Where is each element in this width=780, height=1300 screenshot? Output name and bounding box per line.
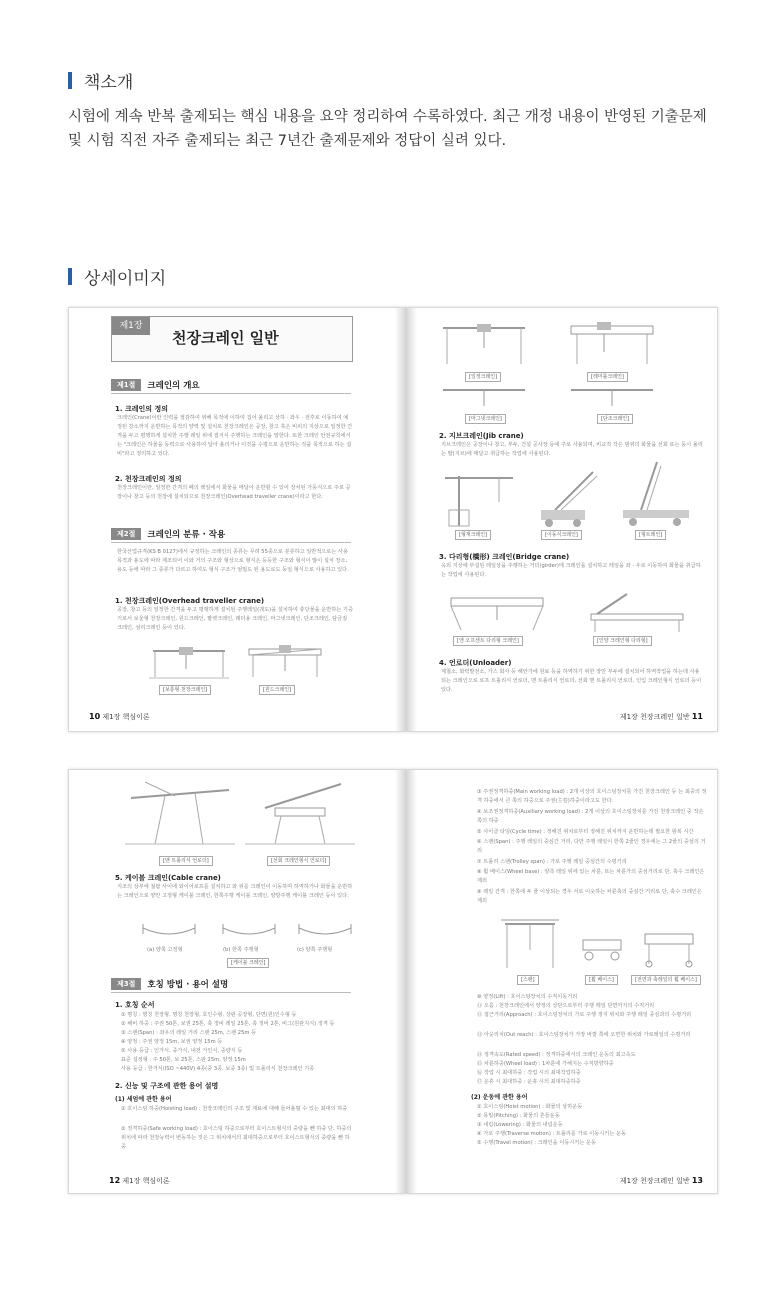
bridge-crane-figure (447, 590, 547, 634)
subheading: (2) 운동에 관한 용어 (471, 1094, 528, 1101)
figure-caption: [형재크레인] (455, 530, 491, 540)
list-item: ③ 주권정격하중(Main working load) : 2개 이상의 호이스팅장치를 가진 천장크레인 등 는 최중의 정격 하중에서 큰 쪽의 하중으로 주권(主卷)하중이라고도 한다. (477, 789, 707, 804)
section-tag: 제1절 (111, 379, 141, 391)
crane-figure (439, 318, 529, 368)
list-item: ④ 양정 : 주권 양정 15m, 보권 양정 15m 등 (121, 1039, 223, 1045)
book-intro-title: 책소개 (84, 73, 134, 93)
figure-caption: [스팬] (517, 975, 539, 985)
unloader-figure (245, 778, 355, 850)
paragraph: 옥외 지상에 부설된 레일상을 주행하는 거더(girder)에 크레인을 설치하고 레일을 좌 · 우로 이동하여 화물을 취급하는 작업에 사용된다. (441, 563, 701, 578)
subheading: 1. 크레인의 정의 (115, 405, 168, 413)
section-title: 크레인의 분류 · 작용 (147, 530, 226, 540)
page-number: 13 (691, 1176, 703, 1185)
section-heading (111, 977, 351, 991)
bridge-crane-figure (587, 590, 687, 634)
section-rule (111, 542, 351, 543)
subheading: 3. 다리형(橋形) 크레인(Bridge crane) (439, 553, 570, 561)
list-item: ⑩ 양정(Lift) : 호이스팅장치의 수직이동거리 (477, 994, 578, 1000)
page-folio (620, 1176, 703, 1186)
figure-caption: [케이블 크레인] (227, 958, 269, 968)
paragraph: 한국산업규격(KS B 0127)에서 규정하는 크레인의 종류는 무려 55종으로 분류하고 일반적으로는 사용 목적과 용도에 따라 제조되어 이와 거의 구조와 형상으로 형식은 등등한 구조와 형식이 많이 설치 장소, 용도 등에 따라 그 종류가 다르고 하여도 형식 구조가 엄밀도 된 용도로도 동일 형식으로 사용하고 있다. (117, 549, 349, 573)
list-item: ④ 보조권정격하중(Auxiliary working load) : 2개 이상의 호이스팅장치를 가진 천장크레인 중 작은 쪽의 하중 (477, 809, 704, 824)
figure-caption: [마그넷크레인] (465, 414, 506, 424)
figure-caption: [맨 트롤리식 언로더] (159, 856, 213, 866)
overhead-crane-figure (149, 643, 229, 681)
book-gutter (395, 770, 417, 1193)
section-title: 크레인의 개요 (147, 381, 200, 391)
page-10 (69, 308, 395, 731)
subheading: 5. 케이블 크레인(Cable crane) (115, 874, 221, 882)
crane-figure (567, 384, 657, 412)
list-item: ⑭ 정격속도(Rated speed) : 정격하중에서의 크레인 운동의 최고속도 (477, 1052, 636, 1058)
page-folio (89, 712, 150, 722)
page-11 (417, 308, 717, 731)
wheel-base-diagram (577, 930, 627, 970)
subheading: 2. 신능 및 구조에 관한 용어 설명 (115, 1082, 219, 1090)
list-item: ③ 내림(Lowering) : 화물의 내림운동 (477, 1122, 563, 1128)
list-item: ③ 스팬(Span) : 좌우의 레일 거리 스팬 25m, 스팬 25m 등 (121, 1030, 257, 1036)
page-folio (109, 1176, 170, 1186)
figure-caption: [원드크레인] (259, 685, 295, 695)
subheading: 4. 언로더(Unloader) (439, 659, 512, 667)
figure-caption: [휠 베이스] (585, 975, 618, 985)
wind-crane-figure (245, 643, 325, 681)
figure-caption: [앤 오프센트 다리형 크레인] (453, 636, 523, 646)
list-item: ⑤ 수행(Travel motion) : 크레인을 이동시키는 운동 (477, 1140, 597, 1146)
figure-caption: [단조크레인] (597, 414, 633, 424)
paragraph: 크레인(Crane)이란 인력을 절감하여 위해 목적에 이하여 집어 올리고 상하 · 좌우 · 전후로 이동하여 예정된 장소까지 운반하는 목적의 양력 및 설치로 천장크레인은 공장, 창고 혹은 비피의 지상으로 일정한 간격을 두고 평행하게 설치한 주행 레일 위에 접지식 주행하는 크레인을 말한다. 또한 크레인 안전규칙에서는 "크레인은 하물을 동력으로 사용하여 달아 올리거나 이것을 수평으로 운반하는 것을 목적으로 하는 설비"라고 정의하고 있다. (117, 415, 353, 457)
truck-crane-figure (617, 458, 697, 528)
figure-caption: [일정크레인] (465, 372, 501, 382)
paragraph: 지브크레인은 공장이나 창고, 부두, 건설 공사장 등에 주로 사용되며, 비교적 작은 범위의 화물을 선회 또는 동시 올리는 팔(지브)에 매달고 취급하는 작업에 사용된다. (441, 442, 703, 457)
subheading: 2. 천장크레인의 정의 (115, 475, 182, 483)
section-tag: 제3절 (111, 978, 141, 990)
jib-crane-figure (439, 466, 519, 528)
unloader-figure (125, 778, 235, 850)
section-title: 호칭 방법 · 용어 설명 (147, 980, 229, 990)
cable-crane-figure-b (219, 922, 279, 944)
list-item: ⑫ 접근거리(Approach) : 호이스팅장치의 가로 주행 정지 위치와 주행 레일 중심과의 수평거리 (477, 1012, 692, 1018)
chapter-tag: 제1장 (112, 317, 150, 335)
folio-text: 제1장 천장크레인 일반 (619, 1177, 690, 1185)
cable-crane-figure-a (139, 922, 199, 944)
list-item: ⑤ 사이클 타임(Cycle time) : 정해진 위치로부터 정해진 위치까지 운반하는데 필요한 왕복 시간 (477, 829, 694, 835)
section-rule (111, 992, 351, 993)
book-spread-1 (68, 307, 718, 732)
book-intro-text: 시험에 계속 반복 출제되는 핵심 내용을 요약 정리하여 수록하였다. 최근 개정 내용이 반영된 기출문제 및 시험 직전 자주 출제되는 최근 7년간 출제문제와 정답이 실려 있다. (68, 109, 707, 149)
list-item: ⑤ 사용 등급 : 인가식, 중가식, 내전 가인식, 중량식 등 (121, 1048, 243, 1054)
list-item: ② 몽밀(Pitching) : 화물의 흔들운동 (477, 1113, 560, 1119)
figure-label: (a) 양쪽 고정형 (147, 947, 183, 953)
figure-caption: [선회 크레인형식 언로더] (267, 856, 330, 866)
figure-caption: [레미틀크레인] (587, 372, 628, 382)
list-item: ① 호이스팅 하중(Hoisting load) : 천장크레인의 구조 및 재료에 대해 들어올릴 수 있는 최대의 하중 (121, 1106, 348, 1112)
subheading: 1. 호칭 순서 (115, 1001, 155, 1009)
list-item: ⑧ 휠 베이스(Wheel base) : 양측 레일 위에 있는 차륜, 또는 차륜가의 중심거리로 단, 축수 크레인은 제외 (477, 869, 705, 884)
section-heading (111, 378, 351, 392)
list-item: ① 호이스팅(Hoist motion) : 화물의 상하운동 (477, 1104, 583, 1110)
list-item: 사용 등급 : 한거식(ISO ~440V) 4종(중 3종, 보중 3종) 및 트롤리식 천장크레인 기종 (121, 1066, 315, 1072)
book-gutter (395, 308, 417, 731)
list-item: ⑬ 아웃리치(Out reach) : 호이스팅장치가 가장 바깥 쪽에 오면한 위치와 가로레일의 수평거리 (477, 1032, 691, 1038)
heading-bar (68, 268, 72, 285)
subheading: (1) 세엄에 관한 용어 (115, 1096, 172, 1103)
heading-bar (68, 72, 72, 89)
crane-figure (567, 318, 657, 368)
detail-images-heading (68, 264, 166, 289)
page-number: 12 (109, 1176, 121, 1185)
list-item: ② 해비 하중 : 주권 50톤, 보권 25톤, 축 정비 레일 25톤, 축 정비 2톤, 비그(원관지식) 정격 등 (121, 1021, 335, 1027)
list-item: 표준 설정형 : 주 50톤, 보 25톤, 스판 25m, 양정 15m (121, 1057, 246, 1063)
span-diagram (495, 910, 565, 972)
crane-figure (439, 384, 529, 412)
subheading: 1. 천장크레인(Overhead traveller crane) (115, 597, 265, 605)
paragraph: 제철소, 화력발전소, 가스 회사 등 해안가에 원료 등을 하역하기 위한 장만 부두에 설치되어 하역작업을 하는데 사용되는 크레인으로 로프 트롤리식 언로더, 맨 트롤리식 언로더, 선회 맨 트롤리식 언로더, 인입 크레인형식 언로더 등이 있다. (441, 669, 702, 693)
chapter-title: 천장크레인 일반 (172, 329, 279, 347)
book-spread-2 (68, 769, 718, 1194)
paragraph: 지조의 상부에 철탑 사이에 와이어로프를 설치하고 와 위를 크레인이 이동하며 하역하거나 화물을 운반하는 크레인으로 양안 고정형 케이블 크레인, 한쪽주행 케이블 크레인, 양방주행 케이블 크레인 등이 있다. (117, 884, 353, 899)
section-rule (111, 393, 351, 394)
list-item: ⑰ 운휴 시 최대하중 : 운휴 시의 최대하중하중 (477, 1079, 581, 1085)
figure-caption: [인양 크레인형 다리형] (593, 636, 652, 646)
chapter-header (111, 316, 353, 362)
folio-text: 제1장 핵심이론 (122, 1177, 170, 1185)
page-13 (417, 770, 717, 1193)
section-tag: 제2절 (111, 528, 141, 540)
page-number: 11 (691, 712, 703, 721)
figure-label: (c) 양쪽 주행형 (297, 947, 333, 953)
folio-text: 제1장 핵심이론 (102, 713, 150, 721)
figure-caption: [전면과 축레일의 휠 베이스] (631, 975, 701, 985)
wheel-base-diagram (639, 920, 699, 970)
list-item: ② 정격하중(Safe working load) : 호이스팅 하중으로부터 호이스트형식의 중량을 뺀 하중 단, 하중의 위치에 따라 천장능력이 변동하는 것은 그 위치에서의 최대하중으로부터 호이스트형식의 중량을 뺀 하중 (121, 1126, 352, 1150)
list-item: ④ 가로 주행(Traverse motion) : 트롤리를 가로 이동시키는 운동 (477, 1131, 626, 1137)
page-folio (620, 712, 703, 722)
list-item: ⑥ 스팬(Span) : 주행 레일의 중심간 거리, 다만 주행 레일이 한쪽 2줄인 경우에는 그 2줄의 중심의 거리 (477, 839, 706, 854)
section-heading (111, 527, 351, 541)
list-item: ⑦ 트롤리 스팬(Trolley span) : 가로 주행 레일 중심간의 수평거리 (477, 859, 627, 865)
figure-caption: [형트레인] (635, 530, 666, 540)
subheading: 2. 지브크레인(Jib crane) (439, 432, 524, 440)
detail-images-title: 상세이미지 (84, 269, 167, 289)
book-intro-heading (68, 68, 133, 93)
list-item: ⑨ 레일 간격 : 한쪽에 두 줄 이상되는 경우 서로 이웃하는 차륜축의 중심간 거리로 단, 축수 크레인은 제외 (477, 889, 702, 904)
page-12 (69, 770, 395, 1193)
list-item: ⑪ 오름 : 천장크레인에서 양정의 상단으로부터 주행 레일 단면까지의 수직거리 (477, 1003, 655, 1009)
list-item: ⑯ 작업 시 최대하중 : 작업 시의 최대작업하중 (477, 1070, 581, 1076)
list-item: ⑮ 차륜하중(Wheel load) : 1차륜에 가해지는 수직방향하중 (477, 1061, 614, 1067)
figure-caption: [보통형 천장크레인] (159, 685, 211, 695)
figure-label: (b) 한쪽 주행형 (223, 947, 259, 953)
mobile-crane-figure (535, 466, 605, 528)
folio-text: 제1장 천장크레인 일반 (619, 713, 690, 721)
paragraph: 천장크레인이란, 일정한 간격의 폐의 레일에서 화물을 매달아 운반할 수 있어 장치된 가동식으로 주로 공장이나 창고 등의 천장에 설치되므로 천장크레인(Overhead traveller crane)이라고 한다. (117, 485, 351, 500)
paragraph: 공장, 창고 등의 일정한 간격을 두고 평행하게 설치된 주행레일(궤도)을 설치하여 충당물을 운반하는 기중기로서 보울형 천장크레인, 원드크레인, 팔렛크레인, 래더용 크레인, 마그넷크레인, 단조크레인, 담금질 크레인, 섬리크레인 등이 있다. (117, 607, 353, 631)
cable-crane-figure-c (295, 922, 355, 944)
list-item: ① 명칭 : 명칭 천장형, 명칭 천장형, 호인수형, 상판 공장형, 단면(원)인수형 등 (121, 1012, 297, 1018)
page-number: 10 (89, 712, 101, 721)
figure-caption: [이동식크레인] (541, 530, 582, 540)
